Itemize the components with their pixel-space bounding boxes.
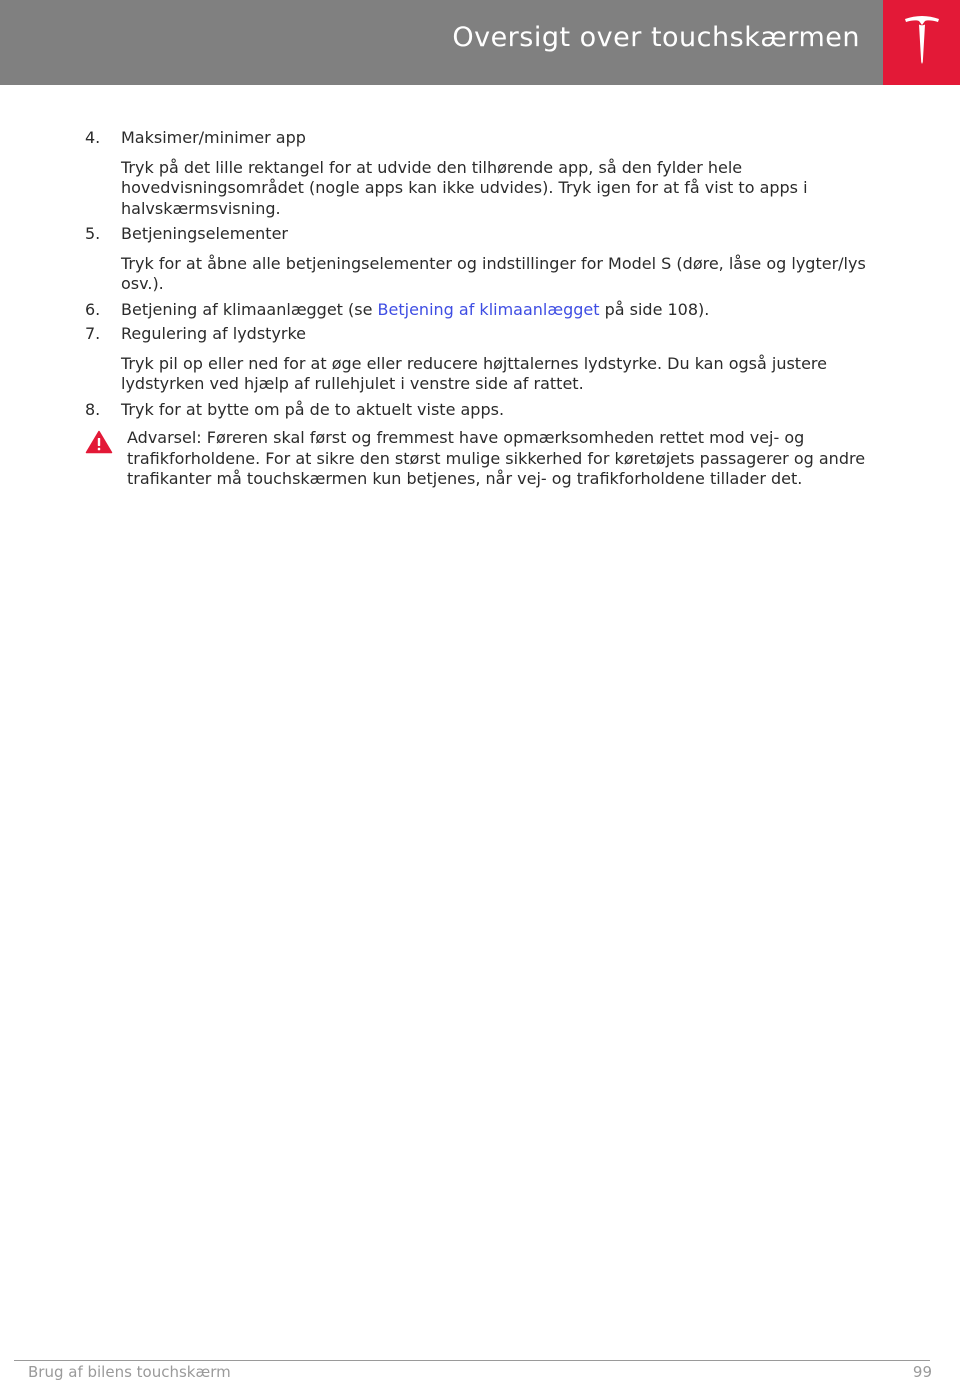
item-description: Tryk pil op eller ned for at øge eller reducere højttalernes lydstyrke. Du kan også justere lydstyrken ved hjælp af rullehjulet i venstre side af rattet. (121, 353, 827, 393)
logo-box (883, 0, 960, 85)
item-description: Tryk på det lille rektangel for at udvide den tilhørende app, så den fylder hele hovedvisningsområdet (nogle apps kan ikke udvides). Tryk igen for at få vist to apps i halvskærmsvisning. (121, 157, 808, 218)
warning-triangle-icon (85, 430, 113, 454)
footer-section-title: Brug af bilens touchskærm (28, 1363, 231, 1381)
footer-divider (14, 1360, 930, 1361)
item-number: 5. (85, 224, 101, 243)
footer-page-number: 99 (912, 1363, 932, 1381)
item-title: Tryk for at bytte om på de to aktuelt viste apps. (121, 399, 505, 419)
item-text-before: Betjening af klimaanlægget (se (121, 299, 378, 319)
list-item (85, 128, 910, 219)
item-title: Maksimer/minimer app (121, 128, 306, 147)
list-item (85, 324, 910, 395)
warning-icon-wrap (85, 428, 127, 490)
item-title: Betjeningselementer (121, 224, 288, 243)
list-item (85, 224, 910, 295)
item-title (121, 300, 910, 321)
warning-box (85, 428, 910, 490)
tesla-logo-icon (904, 16, 940, 66)
main-content (85, 128, 910, 490)
warning-text: Advarsel: Føreren skal først og fremmest have opmærksomheden rettet mod vej- og trafikforholdene. For at sikre den størst mulige sikkerhed for køretøjets passagerer og andre trafikanter må touchskærmen kun betjenes, når vej- og trafikforholdene tillader det. (127, 428, 866, 488)
page-title: Oversigt over touchskærmen (452, 22, 860, 53)
item-text-after: på side 108). (599, 299, 710, 319)
item-description: Tryk for at åbne alle betjeningselementer og indstillinger for Model S (døre, låse og lygter/lys osv.). (121, 253, 866, 293)
item-number: 6. (85, 299, 101, 319)
item-title: Regulering af lydstyrke (121, 324, 307, 343)
list-item (85, 300, 910, 321)
item-number: 4. (85, 128, 101, 147)
list-item (85, 400, 910, 421)
item-number: 8. (85, 399, 101, 419)
climate-control-link[interactable]: Betjening af klimaanlægget (377, 299, 600, 319)
item-number: 7. (85, 324, 101, 343)
